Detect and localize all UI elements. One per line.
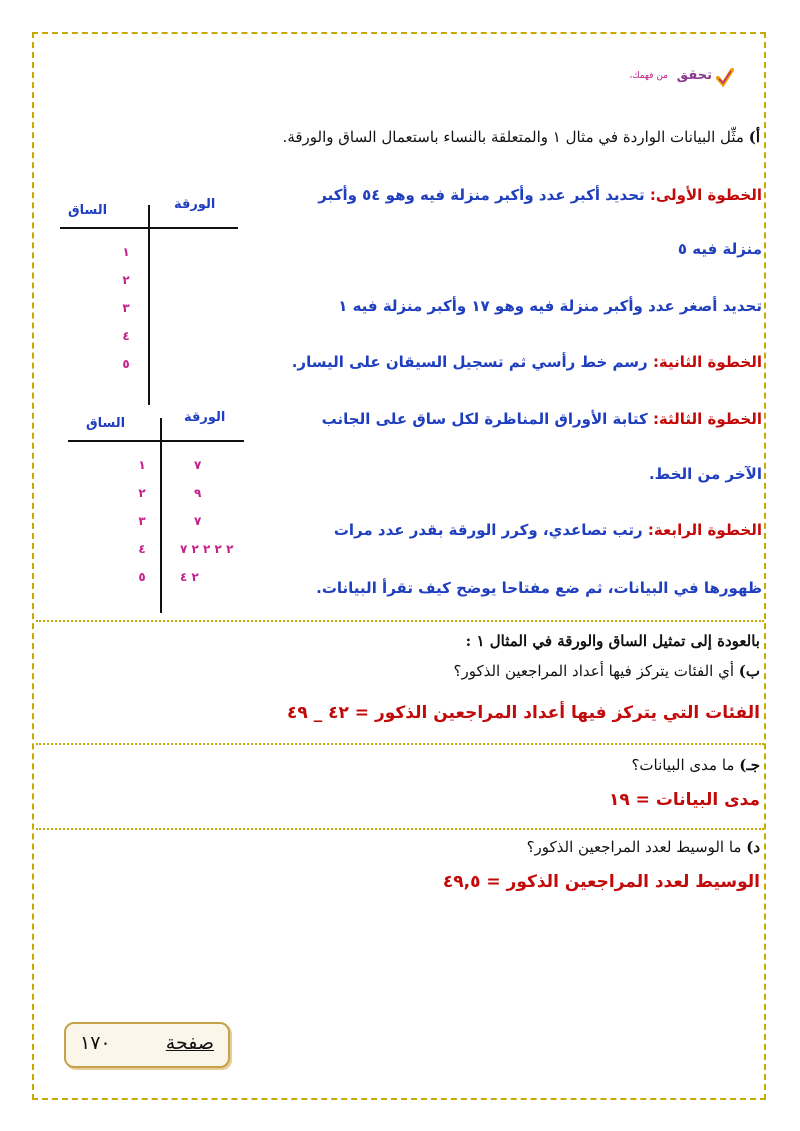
question-c-letter: جـ) (739, 756, 760, 774)
plot2-stem: ٢ (138, 486, 146, 500)
plot1-stem-header: الساق (68, 203, 108, 218)
step-1-text: تحديد أكبر عدد وأكبر منزلة فيه وهو ٥٤ وأكبر (318, 186, 645, 204)
stem-leaf-plot-filled (68, 408, 268, 613)
step-1-label: الخطوة الأولى: (649, 186, 762, 204)
step-3-text: كتابة الأوراق المناظرة لكل ساق على الجانب (321, 410, 648, 428)
plot1-stem: ٢ (122, 273, 130, 287)
plot2-stem: ٣ (138, 514, 146, 528)
plot2-leaves: ٢ ٤ (180, 570, 199, 584)
page-label: صفحة (165, 1032, 214, 1054)
step-1-cont (678, 240, 762, 258)
step-4-cont-text: ظهورها في البيانات، ثم ضع مفتاحا يوضح كيف تقرأ البيانات. (316, 579, 762, 597)
check-pencil-icon (716, 68, 734, 88)
question-c-text: ما مدى البيانات؟ (631, 756, 735, 774)
plot1-stem: ٣ (122, 301, 130, 315)
step-1-min (338, 297, 762, 315)
step-1-min-text: تحديد أصغر عدد وأكبر منزلة فيه وهو ١٧ وأكبر منزلة فيه ١ (338, 297, 762, 315)
plot2-leaf-header: الورقة (184, 410, 226, 425)
question-a-text: مثِّل البيانات الواردة في مثال ١ والمتعلقة بالنساء باستعمال الساق والورقة. (282, 128, 744, 146)
step-2-text: رسم خط رأسي ثم تسجيل السيقان على اليسار. (291, 353, 648, 371)
section-divider (36, 828, 764, 830)
step-3-cont (649, 465, 762, 483)
header-title: تحقق (676, 68, 712, 83)
step-2-label: الخطوة الثانية: (652, 353, 762, 371)
plot2-stem-line (160, 418, 162, 613)
answer-d: الوسيط لعدد المراجعين الذكور = ٤٩,٥ (442, 872, 760, 892)
question-d (527, 838, 760, 856)
plot1-stem: ٥ (122, 357, 130, 371)
header-subtitle: من فهمك، (629, 71, 668, 81)
step-4-text: رتب تصاعدي، وكرر الورقة بقدر عدد مرات (333, 521, 643, 539)
question-b-letter: ب) (738, 662, 760, 680)
plot2-stem: ١ (138, 458, 146, 472)
plot2-stem: ٤ (138, 542, 146, 556)
answer-b: الفئات التي يتركز فيها أعداد المراجعين الذكور = ٤٢ _ ٤٩ (287, 703, 760, 723)
step-3-cont-text: الآخر من الخط. (648, 465, 762, 483)
answer-c: مدى البيانات = ١٩ (608, 790, 760, 810)
question-b-text: أي الفئات يتركز فيها أعداد المراجعين الذكور؟ (453, 662, 734, 680)
plot1-stem: ١ (122, 245, 130, 259)
question-c (631, 756, 760, 774)
question-a (283, 128, 760, 146)
plot2-leaves: ٢ ٢ ٢ ٢ ٧ (180, 542, 234, 556)
step-4-cont (316, 579, 762, 597)
step-4-label: الخطوة الرابعة: (647, 521, 762, 539)
back-reference: بالعودة إلى تمثيل الساق والورقة في المثال ١ : (465, 632, 760, 650)
step-4 (334, 521, 762, 539)
question-a-letter: أ) (748, 128, 760, 146)
section-header (594, 68, 734, 90)
plot2-leaves-text: ٩ (194, 486, 202, 500)
step-3-label: الخطوة الثالثة: (652, 410, 762, 428)
plot2-stem-header: الساق (86, 416, 126, 431)
stem-leaf-plot-empty (60, 195, 250, 405)
step-1-cont-text: منزلة فيه ٥ (677, 240, 762, 258)
question-d-text: ما الوسيط لعدد المراجعين الذكور؟ (526, 838, 742, 856)
step-3 (322, 410, 762, 428)
step-1 (318, 186, 762, 204)
section-divider (36, 620, 764, 622)
plot2-stem: ٥ (138, 570, 146, 584)
plot1-stem-line (148, 205, 150, 405)
question-d-letter: د) (746, 838, 760, 856)
page-number: ١٧٠ (80, 1032, 111, 1054)
question-b (454, 662, 761, 680)
plot2-leaves-text: ٧ (194, 458, 202, 472)
plot1-stem: ٤ (122, 329, 130, 343)
plot1-leaf-header: الورقة (174, 197, 216, 212)
step-2 (292, 353, 762, 371)
plot2-header-line (68, 440, 244, 442)
plot2-leaves-text: ٧ (194, 514, 202, 528)
section-divider (36, 743, 764, 745)
page-number-box (64, 1022, 230, 1068)
